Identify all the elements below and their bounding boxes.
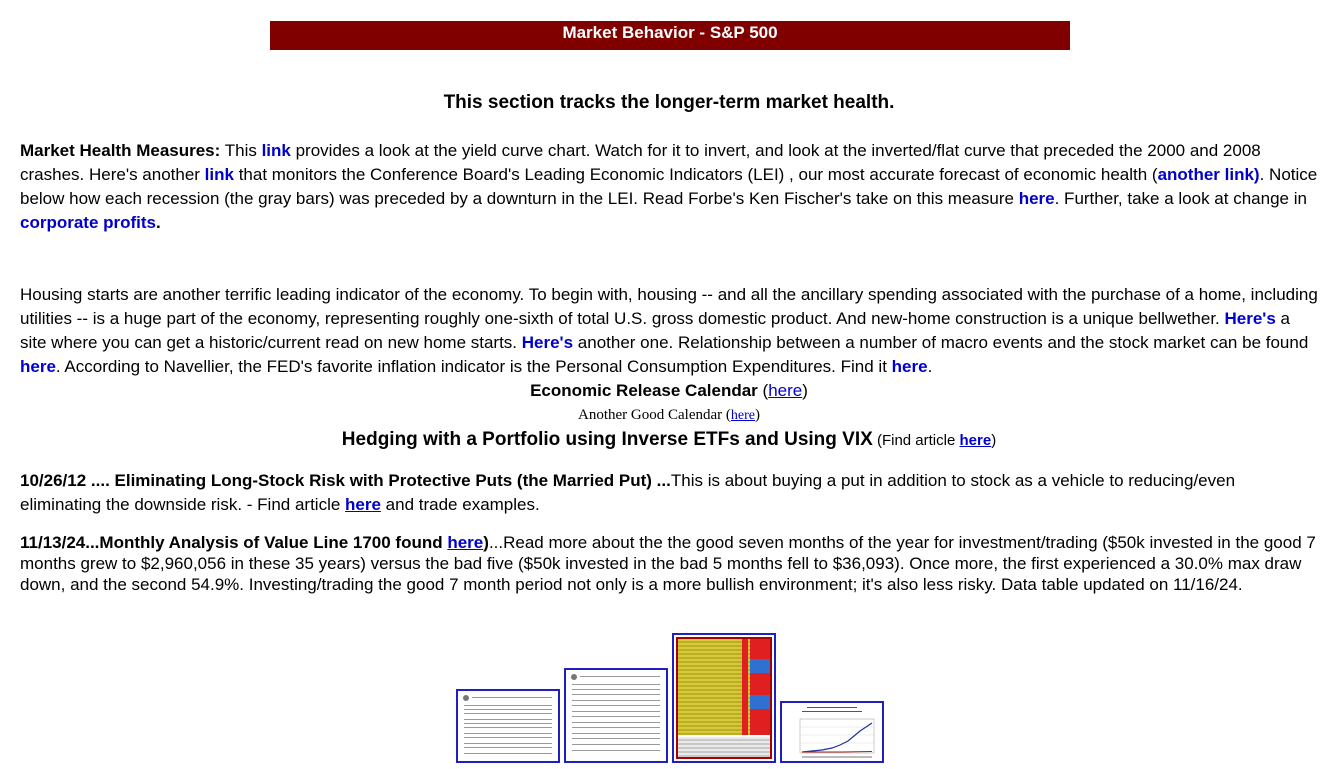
chart-thumbnail[interactable] (780, 701, 884, 763)
text: provides a look at the yield curve chart. Watch for it to invert, and look at the inverted/flat curve that preceded the 2000 and 2008 crashes. Here's another (20, 141, 1261, 184)
text-line (464, 723, 552, 724)
text: This (220, 141, 262, 160)
text: . According to Navellier, the FED's favorite inflation indicator is the Personal Consumption Expenditures. Find it (55, 357, 892, 376)
text-line (464, 705, 552, 706)
text: ( (757, 381, 769, 400)
text: and trade examples. (380, 495, 540, 514)
text: ) (754, 407, 760, 423)
text-line (572, 738, 660, 739)
hedging-line (0, 427, 1338, 454)
table-highlight-column (750, 639, 770, 735)
text-line (572, 694, 660, 695)
text: Housing starts are another terrific leading indicator of the economy. To begin with, housing -- and all the ancillary spending associated with the purchase of a home, including utilities -- is a huge part of the economy, representing roughly one-sixth of total U.S. gross domestic product. And new-home construction is a unique bellwether. (20, 285, 1318, 328)
text: . (156, 213, 161, 232)
housing-paragraph (20, 283, 1320, 379)
chart-line-bad (802, 752, 872, 753)
chart-mini (782, 703, 882, 759)
table-footer (678, 737, 770, 757)
text-line (572, 727, 660, 728)
economic-calendar-label: Economic Release Calendar (530, 381, 758, 400)
text: that monitors the Conference Board's Leading Economic Indicators (LEI) , our most accurate forecast of economic health ( (233, 165, 1158, 184)
fischer-here-link[interactable]: here (1018, 189, 1055, 208)
value-line-link[interactable]: here (447, 533, 484, 552)
text-line (464, 713, 552, 714)
corporate-profits-link[interactable]: corporate profits (20, 213, 157, 232)
banner-title: Market Behavior - S&P 500 (562, 23, 778, 42)
value-line-body: ...Read more about the the good seven months of the year for investment/trading ($50k invested in the good 7 months grew to $2,960,056 in these 35 years) versus the bad five ($50k invested in the bad 5 months fell to $36,093). Once more, the first experienced a 30.0% max draw down, and the second 54.9%. Investing/trading the good 7 month period not only is a more bullish environment; it's also less risky. Data table updated on 11/16/24. (20, 533, 1316, 594)
text: (Find article (872, 432, 960, 449)
text-line (572, 750, 660, 751)
economic-calendar-link[interactable]: here (768, 381, 803, 400)
protective-puts-link[interactable]: here (345, 495, 381, 514)
text: This is about buying a put in addition to stock as a vehicle to reducing/even eliminating the downside risk. - Find article (20, 471, 1236, 514)
text: . Further, take a look at change in (1054, 189, 1307, 208)
text-line (472, 697, 552, 698)
housing-starts-link[interactable]: Here's (1224, 309, 1276, 328)
economic-calendar-line (0, 379, 1338, 403)
pce-link[interactable]: here (891, 357, 928, 376)
yield-curve-link[interactable]: link (261, 141, 291, 160)
text-line (464, 733, 552, 734)
text: ) (991, 432, 997, 449)
avatar (463, 695, 469, 701)
text-line (464, 743, 552, 744)
protective-puts-title: 10/26/12 .... Eliminating Long-Stock Risk with Protective Puts (the Married Put) ... (20, 471, 671, 490)
hedging-title: Hedging with a Portfolio using Inverse ETFs and Using VIX (341, 429, 873, 450)
housing-another-link[interactable]: Here's (521, 333, 574, 352)
text-line (572, 744, 660, 745)
good-calendar-link[interactable]: here (730, 408, 755, 423)
text: a site where you can get a historic/current read on new home starts. (20, 309, 1290, 352)
text-line (464, 753, 552, 754)
text-line (464, 737, 552, 738)
text-line (464, 709, 552, 710)
text-line (580, 676, 660, 677)
text-line (464, 719, 552, 720)
data-table-thumbnail[interactable] (672, 633, 776, 763)
text: ) (483, 533, 489, 552)
avatar (571, 674, 577, 680)
text-line (572, 733, 660, 734)
lei-link[interactable]: link (204, 165, 234, 184)
text-line (572, 722, 660, 723)
good-calendar-label: Another Good Calendar ( (578, 407, 731, 423)
value-line-paragraph (20, 532, 1320, 595)
good-calendar-line (0, 405, 1338, 426)
macro-events-link[interactable]: here (20, 357, 56, 376)
text-line (572, 684, 660, 685)
text: another one. Relationship between a number of macro events and the stock market can be found (573, 333, 1309, 352)
text-line (572, 700, 660, 701)
section-headline: This section tracks the longer-term market health. (443, 92, 895, 113)
text-line (572, 711, 660, 712)
market-health-label: Market Health Measures: (20, 141, 221, 160)
hedging-article-link[interactable]: here (959, 432, 992, 449)
another-link[interactable]: another link) (1157, 165, 1260, 184)
article-thumbnail-1[interactable] (456, 689, 560, 763)
text-line (572, 716, 660, 717)
text: ) (802, 381, 808, 400)
text-line (464, 747, 552, 748)
text-line (572, 705, 660, 706)
article-thumbnail-2[interactable] (564, 668, 668, 763)
page-banner (270, 21, 1070, 50)
text-line (464, 727, 552, 728)
text: . Notice below how each recession (the gray bars) was preceded by a downturn in the LEI. Read Forbe's Ken Fischer's take on this measure (20, 165, 1318, 208)
market-health-paragraph (20, 139, 1320, 235)
value-line-title: 11/13/24...Monthly Analysis of Value Line 1700 found (20, 533, 448, 552)
protective-puts-paragraph (20, 469, 1320, 517)
text-line (572, 689, 660, 690)
chart-plot-area (800, 719, 874, 753)
table-frame (676, 637, 772, 759)
text: . (927, 357, 933, 376)
